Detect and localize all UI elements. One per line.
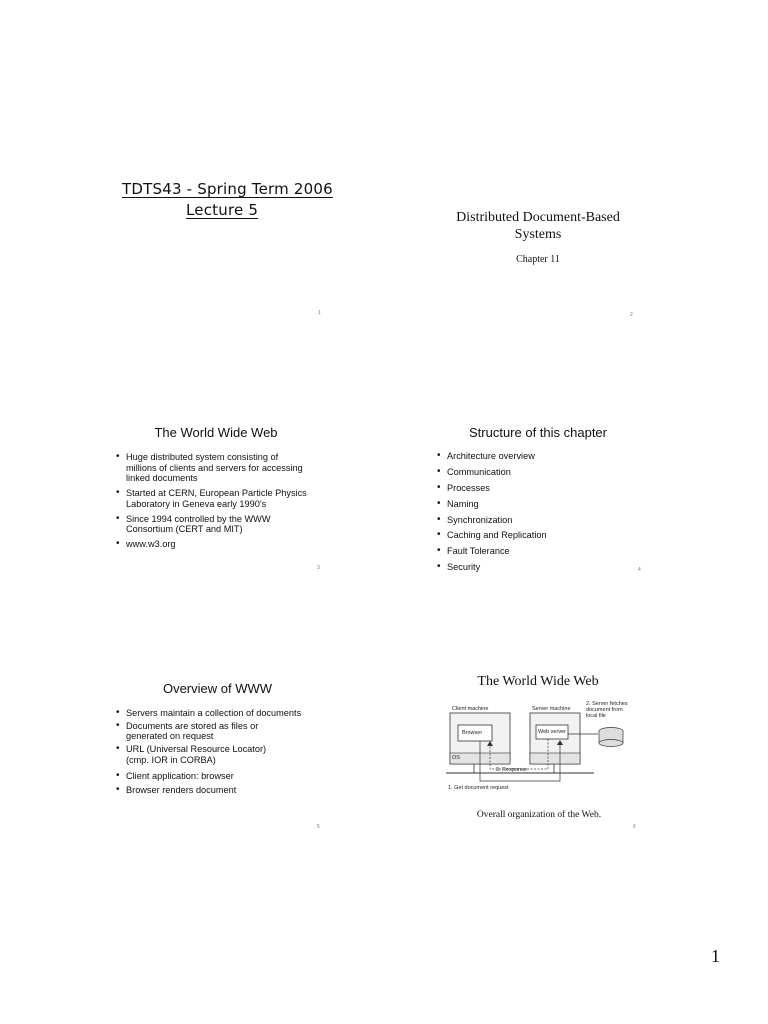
- bullet-item: • Browser renders document: [116, 785, 336, 796]
- slide-title: The World Wide Web: [154, 425, 278, 440]
- slide-title: Overview of WWW: [162, 681, 273, 696]
- step-3-label: 3. Response: [496, 767, 527, 773]
- diagram-caption: Overall organization of the Web.: [476, 810, 602, 820]
- course-title: TDTS43 - Spring Term 2006: [122, 180, 333, 198]
- step-2-label: 2. Server fetches document from local file: [586, 701, 628, 719]
- slide-page-number: 3: [317, 565, 320, 571]
- bullet-item: • URL (Universal Resource Locator) (cmp. IOR in CORBA): [116, 744, 336, 765]
- bullet-item: • Caching and Replication: [437, 530, 637, 541]
- slide-title: The World Wide Web: [477, 674, 599, 689]
- bullet-item: • Fault Tolerance: [437, 546, 637, 557]
- slide-page-number: 4: [638, 567, 641, 573]
- bullet-item: • Synchronization: [437, 515, 637, 526]
- bullet-item: • Security: [437, 562, 637, 573]
- bullet-item: • Servers maintain a collection of documents: [116, 708, 336, 719]
- bullet-item: • Since 1994 controlled by the WWW Consortium (CERT and MIT): [116, 514, 336, 535]
- server-machine-label: Server machine: [532, 706, 571, 712]
- slide-title: Structure of this chapter: [468, 425, 607, 440]
- web-server-label: Web server: [538, 729, 567, 735]
- slide-page-number: 6: [633, 824, 636, 830]
- bullet-item: • Started at CERN, European Particle Physics Laboratory in Geneva early 1990's: [116, 488, 336, 509]
- client-machine-label: Client machine: [452, 706, 489, 712]
- bullet-item: • Huge distributed system consisting of millions of clients and servers for accessing linked documents: [116, 452, 336, 484]
- bullet-item: • Documents are stored as files or generated on request: [116, 721, 336, 742]
- slide-title: Distributed Document-Based Systems: [456, 210, 620, 242]
- chapter-label: Chapter 11: [516, 254, 560, 265]
- web-organization-diagram: [444, 703, 644, 793]
- bullet-item: • Communication: [437, 467, 637, 478]
- bullet-item: • www.w3.org: [116, 539, 336, 550]
- lecture-title: Lecture 5: [186, 201, 259, 219]
- bullet-list: [116, 708, 336, 800]
- bullet-item: • Architecture overview: [437, 451, 637, 462]
- bullet-item: • Client application: browser: [116, 771, 336, 782]
- bullet-list: [437, 451, 637, 578]
- browser-label: Browser: [462, 730, 483, 736]
- os-label: OS: [452, 755, 460, 761]
- bullet-item: • Naming: [437, 499, 637, 510]
- slide-page-number: 5: [317, 824, 320, 830]
- slide-page-number: 1: [318, 310, 321, 316]
- bullet-item: • Processes: [437, 483, 637, 494]
- handout-page-number: 1: [711, 946, 720, 966]
- bullet-list: [116, 452, 336, 554]
- slide-page-number: 2: [630, 312, 633, 318]
- step-1-label: 1. Get document request: [448, 785, 509, 791]
